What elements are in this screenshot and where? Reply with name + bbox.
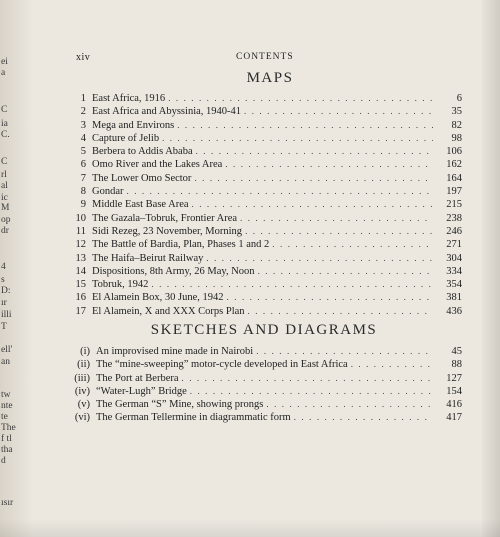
- gutter-fragment: 4: [1, 262, 6, 272]
- entry-number: 10: [75, 212, 86, 224]
- entry-title: “Water-Lugh” Bridge: [96, 385, 187, 397]
- gutter-fragment: op: [1, 215, 11, 225]
- list-item: [60, 158, 462, 171]
- entry-title: The German “S” Mine, showing prongs: [96, 399, 264, 411]
- dot-leader: [266, 398, 433, 411]
- entry-number: 1: [80, 93, 86, 104]
- entry-number: 3: [80, 119, 86, 131]
- entry-page: 197: [446, 186, 462, 198]
- dot-leader: [225, 158, 433, 171]
- dot-leader: [182, 372, 433, 385]
- list-item: [60, 411, 462, 424]
- list-item: [60, 105, 462, 118]
- entry-number: 16: [75, 292, 86, 304]
- entry-page: 271: [446, 239, 462, 251]
- entry-title: Tobruk, 1942: [92, 279, 149, 291]
- entry-number: 2: [80, 106, 86, 118]
- dot-leader: [177, 119, 433, 132]
- gutter-fragment: nte: [1, 401, 13, 411]
- list-item: [60, 291, 462, 304]
- entry-number: 5: [80, 146, 86, 158]
- entry-page: 334: [446, 265, 462, 277]
- list-item: [60, 225, 462, 238]
- gutter-fragment: te: [1, 412, 8, 422]
- gutter-fragment: ır: [1, 298, 7, 308]
- entry-number: (iii): [74, 372, 90, 384]
- dot-leader: [244, 105, 433, 118]
- entry-title: El Alamein, X and XXX Corps Plan: [92, 305, 245, 317]
- dot-leader: [245, 225, 433, 238]
- sketches-heading: SKETCHES AND DIAGRAMS: [150, 322, 378, 338]
- entry-number: 15: [75, 279, 86, 291]
- entry-title: Gondar: [92, 186, 124, 198]
- entry-title: The Lower Omo Sector: [92, 172, 192, 184]
- entry-title: Omo River and the Lakes Area: [92, 159, 223, 171]
- dot-leader: [272, 238, 433, 251]
- entry-number: 17: [75, 305, 86, 317]
- entry-title: An improvised mine made in Nairobi: [96, 346, 254, 357]
- dot-leader: [127, 185, 434, 198]
- dot-leader: [258, 265, 433, 278]
- entry-page: 246: [446, 225, 462, 237]
- entry-page: 162: [446, 159, 462, 171]
- dot-leader: [190, 385, 433, 398]
- page-number: xiv: [76, 52, 91, 63]
- entry-number: 6: [80, 159, 86, 171]
- entry-title: East Africa and Abyssinia, 1940-41: [92, 106, 242, 118]
- maps-list: [60, 92, 462, 318]
- entry-page: 381: [446, 292, 462, 304]
- entry-page: 164: [446, 172, 462, 184]
- entry-title: The Port at Berbera: [96, 372, 179, 384]
- running-head: CONTENTS: [236, 52, 294, 62]
- entry-number: (v): [77, 399, 90, 411]
- dot-leader: [206, 252, 433, 265]
- entry-title: Sidi Rezeg, 23 November, Morning: [92, 225, 243, 237]
- entry-page: 88: [451, 359, 462, 371]
- entry-number: (iv): [74, 385, 90, 397]
- list-item: [60, 238, 462, 251]
- entry-number: 4: [80, 132, 86, 144]
- entry-title: Middle East Base Area: [92, 199, 189, 211]
- entry-page: 417: [446, 412, 462, 424]
- dot-leader: [294, 411, 433, 424]
- list-item: [60, 345, 462, 358]
- entry-page: 45: [451, 346, 462, 357]
- entry-number: (ii): [77, 359, 90, 371]
- list-item: [60, 372, 462, 385]
- list-item: [60, 198, 462, 211]
- gutter-fragment: ic: [1, 193, 8, 203]
- entry-title: El Alamein Box, 30 June, 1942: [92, 292, 224, 304]
- list-item: [60, 119, 462, 132]
- gutter-fragment: al: [1, 181, 8, 191]
- list-item: [60, 92, 462, 105]
- list-item: [60, 358, 462, 371]
- entry-page: 215: [446, 199, 462, 211]
- entry-page: 6: [456, 93, 462, 104]
- gutter-fragment: ell': [1, 345, 13, 355]
- dot-leader: [151, 278, 433, 291]
- gutter-fragment: f tl: [1, 434, 12, 444]
- dot-leader: [192, 198, 433, 211]
- gutter-fragment: C.: [1, 130, 10, 140]
- gutter-fragment: rl: [1, 170, 7, 180]
- entry-page: 238: [446, 212, 462, 224]
- entry-page: 436: [446, 305, 462, 317]
- dot-leader: [162, 132, 433, 145]
- entry-page: 82: [451, 119, 462, 131]
- entry-number: 13: [75, 252, 86, 264]
- entry-number: 14: [75, 265, 86, 277]
- entry-number: 8: [80, 186, 86, 198]
- list-item: [60, 385, 462, 398]
- dot-leader: [168, 92, 433, 105]
- list-item: [60, 132, 462, 145]
- entry-page: 354: [446, 279, 462, 291]
- gutter-fragment: an: [1, 357, 10, 367]
- dot-leader: [240, 212, 433, 225]
- entry-number: (vi): [74, 412, 90, 424]
- gutter-fragment: The: [1, 423, 16, 433]
- entry-page: 304: [446, 252, 462, 264]
- gutter-fragment: a: [1, 68, 6, 78]
- gutter-fragment: T: [1, 322, 7, 332]
- list-item: [60, 212, 462, 225]
- list-item: [60, 185, 462, 198]
- list-item: [60, 265, 462, 278]
- list-item: [60, 172, 462, 185]
- entry-title: Berbera to Addis Ababa: [92, 146, 193, 158]
- entry-page: 127: [446, 372, 462, 384]
- entry-page: 35: [451, 106, 462, 118]
- list-item: [60, 398, 462, 411]
- entry-title: East Africa, 1916: [92, 93, 166, 104]
- entry-page: 98: [451, 132, 462, 144]
- entry-title: Dispositions, 8th Army, 26 May, Noon: [92, 265, 255, 277]
- entry-title: The German Tellermine in diagrammatic form: [96, 412, 291, 424]
- gutter-fragment: illi: [1, 310, 12, 320]
- list-item: [60, 145, 462, 158]
- list-item: [60, 305, 462, 318]
- entry-page: 416: [446, 399, 462, 411]
- list-item: [60, 278, 462, 291]
- gutter-fragment: C: [1, 105, 8, 115]
- maps-heading: MAPS: [246, 70, 294, 86]
- entry-page: 106: [446, 146, 462, 158]
- entry-number: (i): [80, 346, 90, 357]
- entry-number: 11: [75, 225, 86, 237]
- entry-title: The Haifa–Beirut Railway: [92, 252, 204, 264]
- list-item: [60, 252, 462, 265]
- entry-number: 12: [75, 239, 86, 251]
- entry-title: The Gazala–Tobruk, Frontier Area: [92, 212, 238, 224]
- gutter-fragment: ısır: [1, 498, 14, 508]
- dot-leader: [248, 305, 433, 318]
- dot-leader: [196, 145, 433, 158]
- entry-title: The “mine-sweeping” motor-cycle developed in East Africa: [96, 359, 348, 371]
- dot-leader: [351, 358, 433, 371]
- dot-leader: [194, 172, 433, 185]
- entry-page: 154: [446, 385, 462, 397]
- entry-title: Capture of Jelib: [92, 132, 160, 144]
- gutter-fragment: s: [1, 275, 5, 285]
- gutter-fragment: D:: [1, 286, 11, 296]
- gutter-fragment: ei: [1, 57, 8, 67]
- entry-title: Mega and Environs: [92, 119, 175, 131]
- gutter-fragment: tw: [1, 390, 11, 400]
- gutter-fragment: M: [1, 203, 10, 213]
- gutter-fragment: C: [1, 157, 8, 167]
- gutter-fragment: d: [1, 456, 6, 466]
- gutter-fragment: tha: [1, 445, 13, 455]
- page-shadow: [0, 519, 500, 537]
- entry-number: 7: [80, 172, 86, 184]
- gutter-fragment: dr: [1, 226, 9, 236]
- entry-number: 9: [80, 199, 86, 211]
- gutter-fragment: ia: [1, 119, 8, 129]
- dot-leader: [256, 345, 433, 358]
- sketches-list: [60, 345, 462, 425]
- entry-title: The Battle of Bardia, Plan, Phases 1 and 2: [92, 239, 270, 251]
- dot-leader: [227, 291, 433, 304]
